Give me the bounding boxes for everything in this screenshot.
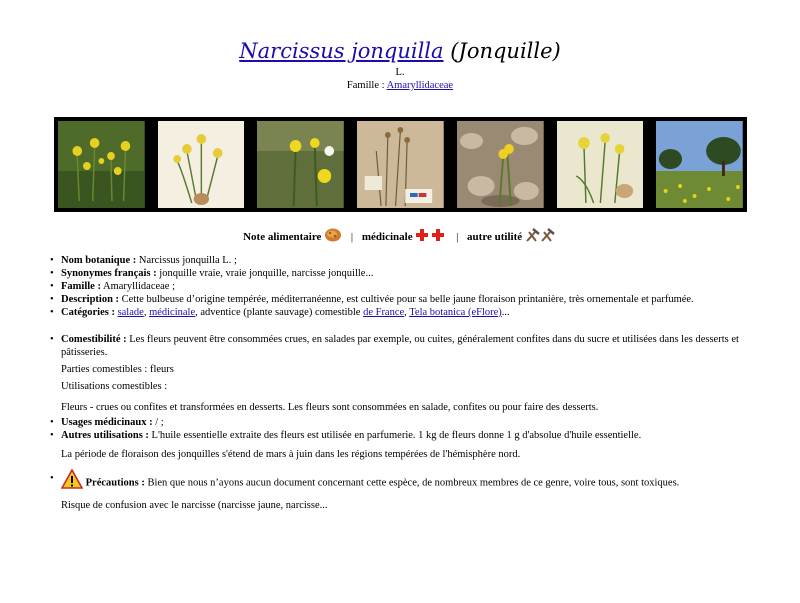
cat-end: ... <box>501 307 510 318</box>
list-item <box>50 254 760 267</box>
warning-icon <box>61 469 83 497</box>
utilisations-text: Utilisations comestibles : <box>61 381 168 392</box>
botanical-illustration-1[interactable] <box>154 117 249 212</box>
nom-value: Narcissus jonquilla L. ; <box>136 255 237 266</box>
medical-cross-icon <box>415 228 447 247</box>
note-medicinale-label: médicinale <box>361 231 413 244</box>
family-label: Famille : <box>346 80 387 91</box>
author: L. <box>395 67 405 78</box>
cat-tela-link[interactable]: Tela botanica (eFlore) <box>409 307 502 318</box>
herbarium-specimen[interactable] <box>353 117 448 212</box>
note-autre-label: autre utilité <box>467 231 523 244</box>
medic-value: / ; <box>152 417 164 428</box>
syn-value: jonquille vraie, vraie jonquille, narcisse jonquille... <box>156 268 374 279</box>
list-item <box>50 429 760 442</box>
note-alimentaire-label: Note alimentaire <box>243 231 322 244</box>
list-item <box>50 293 760 306</box>
image-gallery <box>54 117 747 212</box>
famille-value: Amaryllidaceae ; <box>100 281 176 292</box>
family-line <box>0 79 800 92</box>
risque-text: Risque de confusion avec le narcisse (narcisse jaune, narcisse... <box>61 500 328 511</box>
list-item <box>50 280 760 293</box>
cat-france-link[interactable]: de France <box>363 307 405 318</box>
nom-label: Nom botanique : <box>61 255 137 266</box>
list-item <box>50 416 760 429</box>
comest-value: Les fleurs peuvent être consommées crues, en salades par exemple, ou cuites, généralement confites dans du sucre et utilisées dans les desserts et pâtisseries. <box>61 334 739 358</box>
desc-label: Description : <box>61 294 120 305</box>
tools-icon <box>525 228 557 247</box>
cat-label: Catégories : <box>61 307 115 318</box>
medic-label: Usages médicinaux : <box>61 417 153 428</box>
autres-label: Autres utilisations : <box>61 430 149 441</box>
family-link[interactable]: Amaryllidaceae <box>386 80 454 91</box>
uses-list <box>50 333 760 359</box>
list-item <box>50 469 760 497</box>
fleurs-text: Fleurs - crues ou confites et transformées en desserts. Les fleurs sont consommées en salade, confites ou pour faire des desserts. <box>61 402 599 413</box>
photo-jonquil-closeup[interactable] <box>253 117 348 212</box>
famille-label: Famille : <box>61 281 101 292</box>
food-rating-icon <box>324 227 342 248</box>
cat-comma: , <box>143 307 150 318</box>
photo-field-jonquils[interactable] <box>54 117 149 212</box>
comest-label: Comestibilité : <box>61 334 127 345</box>
notes-bar <box>0 227 800 248</box>
precautions-value: Bien que nous n’ayons aucun document concernant cette espèce, de nombreux membres de ce genre, voire tous, sont toxiques. <box>144 477 680 489</box>
cat-text: , adventice (plante sauvage) comestible <box>195 307 364 318</box>
precautions-label: Précautions : <box>85 477 145 489</box>
botanical-illustration-2[interactable] <box>553 117 648 212</box>
title-latin-link[interactable]: Narcissus jonquilla <box>239 39 444 63</box>
separator: | <box>456 231 459 244</box>
desc-value: Cette bulbeuse d’origine tempérée, méditerranéenne, est cultivée pour sa belle jaune floraison printanière, très ornementale et parfumée. <box>119 294 694 305</box>
cat-salade-link[interactable]: salade <box>117 307 144 318</box>
list-item <box>50 333 760 359</box>
list-item <box>50 267 760 280</box>
cat-medicinale-link[interactable]: médicinale <box>149 307 196 318</box>
cat-comma: , <box>404 307 410 318</box>
photo-meadow-trees[interactable] <box>652 117 747 212</box>
title <box>0 38 800 64</box>
syn-label: Synonymes français : <box>61 268 157 279</box>
list-item <box>50 306 760 319</box>
autres-value: L'huile essentielle extraite des fleurs est utilisée en parfumerie. 1 kg de fleurs donne 1 g d'absolue d'huile essentielle. <box>148 430 642 441</box>
photo-jonquil-rocks[interactable] <box>453 117 548 212</box>
precautions-list <box>50 469 760 497</box>
info-list <box>50 254 760 319</box>
uses-list-2 <box>50 416 760 442</box>
separator: | <box>350 231 354 244</box>
floraison-text: La période de floraison des jonquilles s'étend de mars à juin dans les régions tempérées de l'hémisphère nord. <box>61 449 521 460</box>
title-common: (Jonquille) <box>443 39 561 63</box>
parties-text: Parties comestibles : fleurs <box>61 364 174 375</box>
